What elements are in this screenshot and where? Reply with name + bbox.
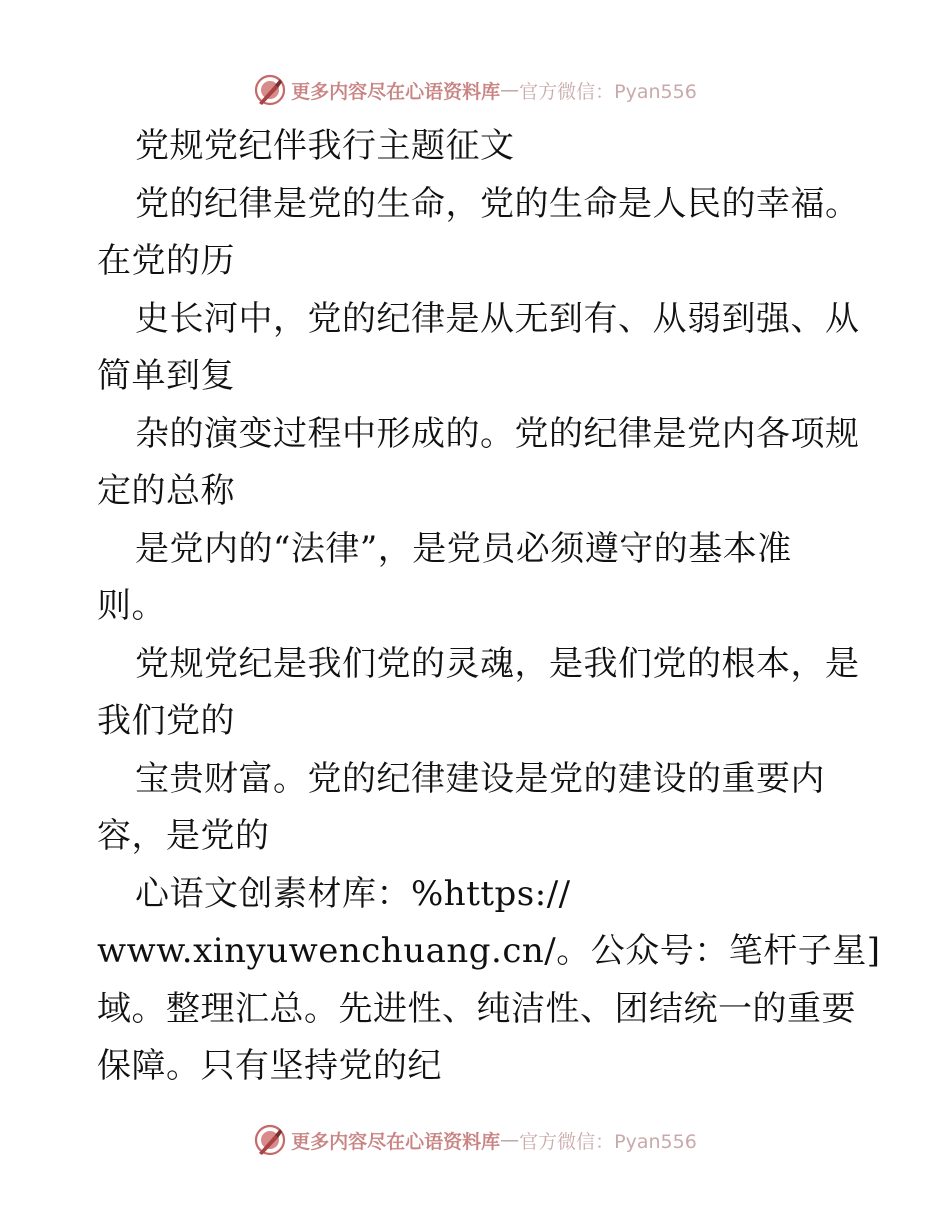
doc-line: 保障。只有坚持党的纪	[97, 1046, 442, 1086]
doc-line: 则。	[97, 586, 166, 626]
pen-logo-icon	[253, 1123, 287, 1157]
doc-line: 在党的历	[97, 241, 235, 281]
banner-title: 更多内容尽在心语资料库	[291, 80, 501, 103]
doc-line: 容，是党的	[97, 816, 270, 856]
document-body	[97, 118, 881, 1096]
doc-line: 我们党的	[97, 701, 235, 741]
doc-line: 党的纪律是党的生命，党的生命是人民的幸福。	[135, 183, 860, 224]
doc-line: 定的总称	[97, 471, 235, 511]
banner-dash: —	[500, 1129, 520, 1151]
doc-line: 简单到复	[97, 356, 235, 396]
doc-line: www.xinyuwenchuang.cn/。公众号：笔杆子星]	[97, 931, 881, 971]
doc-line: 史长河中，党的纪律是从无到有、从弱到强、从	[135, 298, 860, 339]
doc-line: 是党内的“法律”，是党员必须遵守的基本准	[135, 528, 792, 569]
doc-line: 域。整理汇总。先进性、纯洁性、团结统一的重要	[97, 988, 856, 1029]
banner-contact: 官方微信：Pyan556	[519, 1130, 697, 1153]
doc-title: 党规党纪伴我行主题征文	[135, 126, 515, 166]
doc-line: 党规党纪是我们党的灵魂，是我们党的根本，是	[135, 643, 860, 684]
header-banner	[0, 70, 950, 110]
footer-banner	[0, 1120, 950, 1160]
banner-contact: 官方微信：Pyan556	[519, 80, 697, 103]
pen-logo-icon	[253, 73, 287, 107]
doc-line: 宝贵财富。党的纪律建设是党的建设的重要内	[135, 758, 825, 799]
banner-title: 更多内容尽在心语资料库	[291, 1130, 501, 1153]
doc-line: 心语文创素材库：%https://	[135, 873, 571, 914]
banner-dash: —	[500, 79, 520, 101]
doc-line: 杂的演变过程中形成的。党的纪律是党内各项规	[135, 413, 860, 454]
